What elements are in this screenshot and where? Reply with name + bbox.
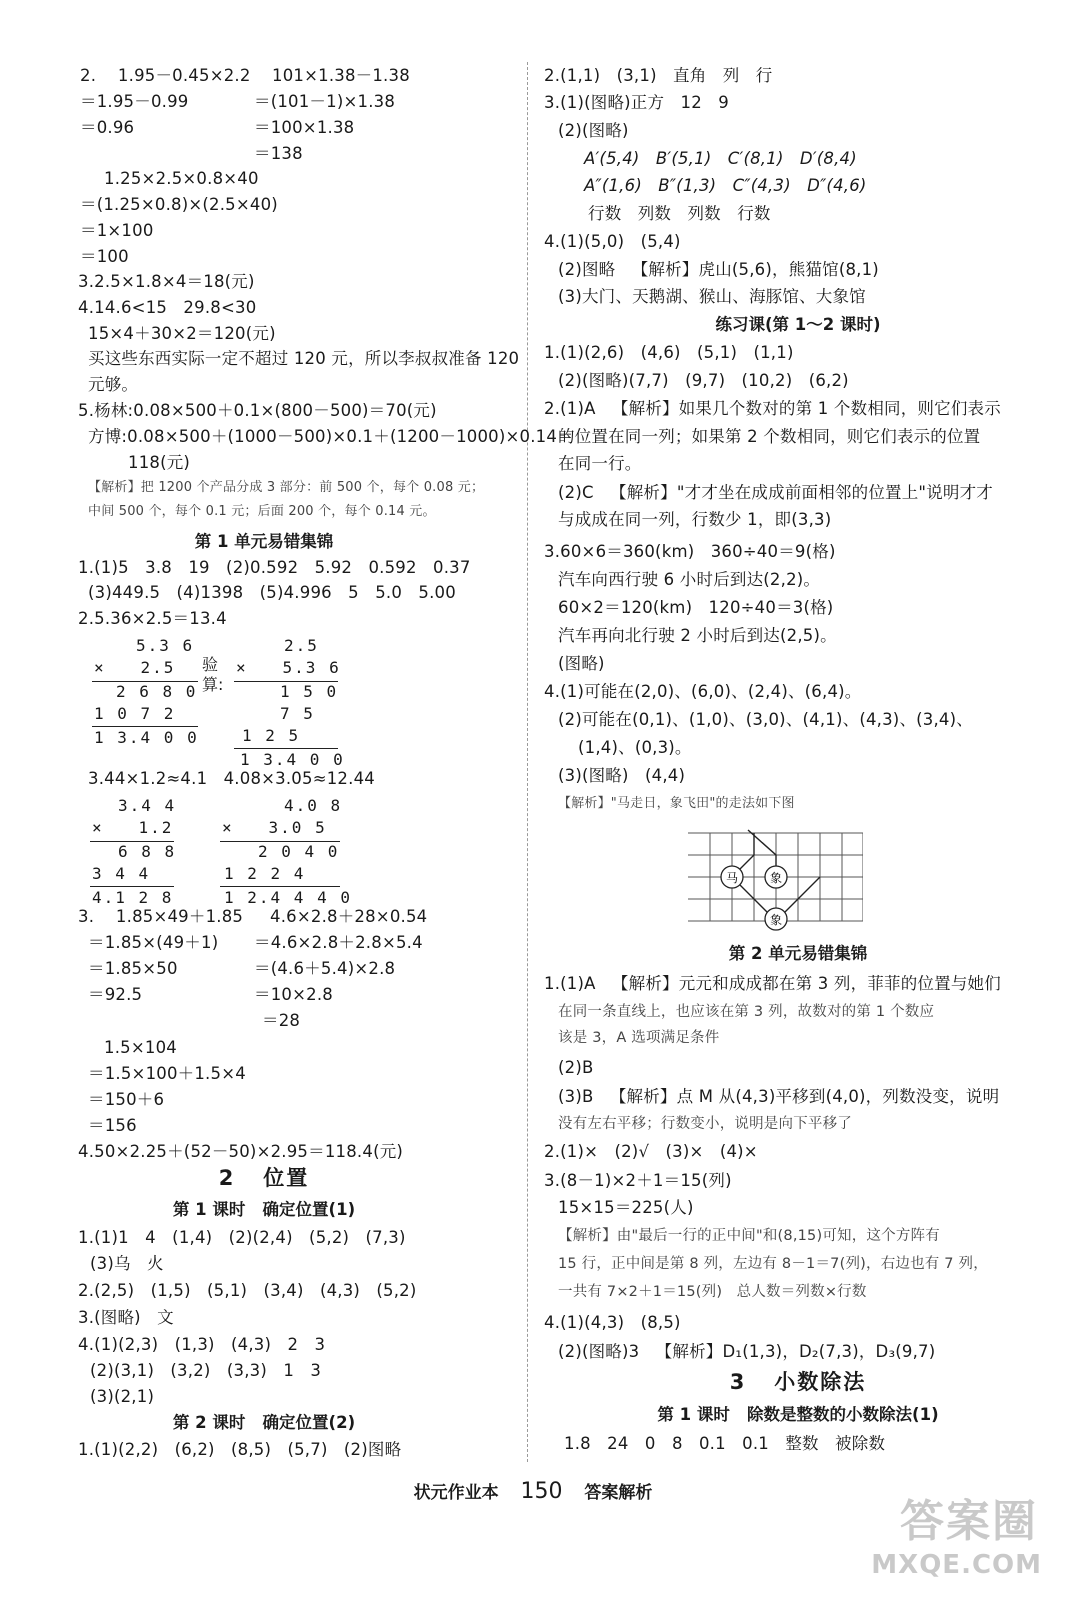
text-line: 3.2.5×1.8×4＝18(元) [78,272,255,291]
text-line: 1.8 24 0 8 0.1 0.1 整数 被除数 [564,1434,886,1453]
text-line: (2)B [558,1058,594,1077]
page-number: 150 [520,1479,563,1504]
text-line: ＝150＋6 [88,1090,165,1109]
text-line: 1.(1)(2,2) (6,2) (8,5) (5,7) (2)图略 [78,1440,402,1459]
text-line: 2.(2,5) (1,5) (5,1) (3,4) (4,3) (5,2) [78,1281,417,1300]
text-line: (1,4)、(0,3)。 [578,738,692,757]
calc-row: 4.1 2 8 [92,888,174,907]
text-line: 101×1.38－1.38 [272,66,410,85]
text-line: ＝(4.6＋5.4)×2.8 [254,959,396,978]
text-line: (3)(2,1) [90,1387,155,1406]
text-line: 方博:0.08×500＋(1000－500)×0.1＋(1200－1000)×0.14＝ [88,427,574,446]
text-line: 买这些东西实际一定不超过 120 元，所以李叔叔准备 120 [88,349,520,368]
analysis-note: 中间 500 个，每个 0.1 元；后面 200 个，每个 0.14 元。 [88,504,436,519]
text-line: 在同一行。 [558,454,642,473]
footer-book-title: 状元作业本 [413,1483,499,1503]
text-line: ＝(1.25×0.8)×(2.5×40) [80,195,278,214]
footer-section-title: 答案解析 [584,1483,653,1503]
calc-row: 2.5 [284,636,319,655]
calc-row: 3.4 4 [118,796,177,815]
calc-row: 7 5 [280,704,315,723]
text-line: (图略) [558,654,605,673]
text-line: 行数 列数 列数 行数 [588,204,771,223]
analysis-note: 【解析】由"最后一行的正中间"和(8,15)可知，这个方阵有 [558,1228,940,1244]
calc-row: 2 6 8 0 [116,682,198,701]
text-line: 3.(图略) 文 [78,1308,174,1327]
horse-piece-label: 马 [725,871,739,885]
analysis-note: 15 行，正中间是第 8 列，左边有 8－1＝7(列)，右边也有 7 列， [558,1256,988,1272]
text-line: 2.(1)A 【解析】如果几个数对的第 1 个数相同，则它们表示 [544,399,1001,418]
calc-row: 5.3 6 [136,636,195,655]
text-line: 2.5.36×2.5＝13.4 [78,609,227,628]
vertical-calculation [88,636,208,746]
text-line: 3.60×6＝360(km) 360÷40＝9(格) [544,542,836,561]
chapter-heading: 3 小数除法 [729,1370,867,1394]
text-line: 1.5×104 [104,1038,177,1057]
text-line: ＝10×2.8 [254,985,333,1004]
calc-row: 6 8 8 [118,842,177,861]
calc-row: × 1.2 [92,818,174,837]
vertical-calculation [88,796,198,906]
text-line: (3)(图略) (4,4) [558,766,686,785]
calc-row: 4.0 8 [284,796,343,815]
calc-row: 3 4 4 [92,864,151,883]
calc-row: × 3.0 5 [222,818,327,837]
text-line: 没有左右平移；行数变小，说明是向下平移了 [558,1116,852,1132]
calc-row: 1 2 5 [242,726,301,745]
text-line: A′(5,4) B′(5,1) C′(8,1) D′(8,4) [584,149,857,168]
text-line: ＝1.85×50 [88,959,178,978]
text-line: 4.14.6<15 29.8<30 [78,298,257,317]
text-line: (2)C 【解析】"才才坐在成成前面相邻的位置上"说明才才 [558,483,994,502]
chapter-heading: 2 位置 [218,1166,310,1190]
analysis-note: 一共有 7×2＋1＝15(列) 总人数＝列数×行数 [558,1284,867,1300]
text-line: (2)图略 【解析】虎山(5,6)，熊猫馆(8,1) [558,260,879,279]
chess-movement-figure [688,825,863,931]
text-line: ＝0.96 [80,118,135,137]
text-line: 4.(1)(4,3) (8,5) [544,1313,681,1332]
text-line: ＝92.5 [88,985,143,1004]
vertical-calculation [218,796,352,907]
text-line: 15×15＝225(人) [558,1198,694,1217]
check-label: 验算: [202,655,224,694]
text-line: 5.杨林:0.08×500＋0.1×(800－500)＝70(元) [78,401,437,420]
elephant-piece-label: 象 [769,913,783,927]
column-divider [527,62,528,1462]
lesson-heading: 第 2 课时 确定位置(2) [172,1413,356,1432]
section-heading: 第 2 单元易错集锦 [728,944,868,963]
analysis-note: 【解析】把 1200 个产品分成 3 部分：前 500 个，每个 0.08 元； [88,480,485,495]
text-line: 2.(1,1) (3,1) 直角 列 行 [544,66,773,85]
text-line: 4.(1)可能在(2,0)、(6,0)、(2,4)、(6,4)。 [544,682,862,701]
calc-row: 1 3.4 0 0 [240,750,345,769]
calc-row: 1 0 7 2 [94,704,176,723]
text-line: 元够。 [88,375,139,394]
text-line: ＝138 [254,144,303,163]
analysis-note: 【解析】"马走日，象飞田"的走法如下图 [558,796,795,811]
watermark-text: 答案圈 [900,1496,1038,1547]
text-line: 汽车向西行驶 6 小时后到达(2,2)。 [558,570,821,589]
calc-rule [90,886,174,887]
watermark-logo [858,1485,1048,1580]
text-line: (2)(图略) [558,121,629,140]
text-line: 4.(1)(5,0) (5,4) [544,232,681,251]
section-heading: 练习课(第 1～2 课时) [715,315,881,334]
text-line: 1.25×2.5×0.8×40 [104,169,259,188]
text-line: (3)大门、天鹅湖、猴山、海豚馆、大象馆 [558,287,866,306]
text-line: (2)(图略)3 【解析】D₁(1,3)，D₂(7,3)，D₃(9,7) [558,1342,936,1361]
watermark-url: MXQE.COM [871,1550,1042,1580]
text-line: 2.(1)× (2)√ (3)× (4)× [544,1142,758,1161]
calc-row: 2 0 4 0 [258,842,340,861]
text-line: ＝28 [262,1011,301,1030]
text-line: 1.(1)1 4 (1,4) (2)(2,4) (5,2) (7,3) [78,1228,406,1247]
vertical-calculation-check [232,636,352,769]
text-line: ＝100×1.38 [254,118,355,137]
text-line: 该是 3，A 选项满足条件 [558,1030,720,1046]
text-line: ＝1.5×100＋1.5×4 [88,1064,246,1083]
text-line: (2)(3,1) (3,2) (3,3) 1 3 [90,1361,322,1380]
text-line: 60×2＝120(km) 120÷40＝3(格) [558,598,834,617]
text-line: 3. 1.85×49＋1.85 [78,907,244,926]
text-line: 15×4＋30×2＝120(元) [88,324,276,343]
text-line: ＝1.95－0.99 [80,92,189,111]
calc-row: 1 2 2 4 [224,864,306,883]
text-line: 1.(1)5 3.8 19 (2)0.592 5.92 0.592 0.37 [78,558,471,577]
calc-row: 1 2.4 4 4 0 [224,888,352,907]
text-line: ＝100 [80,247,129,266]
text-line: 汽车再向北行驶 2 小时后到达(2,5)。 [558,626,837,645]
text-line: A″(1,6) B″(1,3) C″(4,3) D″(4,6) [584,176,867,195]
text-line: 的位置在同一列；如果第 2 个数相同，则它们表示的位置 [558,427,981,446]
text-line: 4.(1)(2,3) (1,3) (4,3) 2 3 [78,1335,326,1354]
text-line: ＝(101－1)×1.38 [254,92,396,111]
calc-row: 1 3.4 0 0 [94,728,199,747]
text-line: 3.44×1.2≈4.1 4.08×3.05≈12.44 [88,769,375,788]
text-line: 3.(8－1)×2＋1＝15(列) [544,1171,732,1190]
elephant-piece-label: 象 [769,871,783,885]
text-line: ＝156 [88,1116,137,1135]
text-line: ＝1.85×(49＋1) [88,933,219,952]
text-line: ＝1×100 [80,221,154,240]
calc-rule [92,726,198,727]
text-line: (3)乌 火 [90,1254,164,1273]
text-line: (2)可能在(0,1)、(1,0)、(3,0)、(4,1)、(4,3)、(3,4)、 [558,710,973,729]
text-line: 2. 1.95－0.45×2.2 [80,66,251,85]
text-line: 4.6×2.8＋28×0.54 [270,907,428,926]
section-heading: 第 1 单元易错集锦 [194,532,334,551]
text-line: 118(元) [128,453,191,472]
calc-rule [220,886,340,887]
lesson-heading: 第 1 课时 确定位置(1) [172,1200,356,1219]
text-line: (2)(图略)(7,7) (9,7) (10,2) (6,2) [558,371,849,390]
text-line: 4.50×2.25＋(52－50)×2.95＝118.4(元) [78,1142,404,1161]
text-line: ＝4.6×2.8＋2.8×5.4 [254,933,423,952]
calc-row: × 2.5 [94,658,176,677]
text-line: (3)B 【解析】点 M 从(4,3)平移到(4,0)，列数没变，说明 [558,1087,1000,1106]
text-line: 在同一条直线上，也应该在第 3 列，故数对的第 1 个数应 [558,1004,935,1020]
calc-row: × 5.3 6 [236,658,341,677]
text-line: 1.(1)A 【解析】元元和成成都在第 3 列，菲菲的位置与她们 [544,974,1001,993]
text-line: 1.(1)(2,6) (4,6) (5,1) (1,1) [544,343,794,362]
text-line: (3)449.5 (4)1398 (5)4.996 5 5.0 5.00 [88,583,456,602]
text-line: 3.(1)(图略)正方 12 9 [544,93,729,112]
calc-rule [234,748,338,749]
calc-row: 1 5 0 [280,682,339,701]
text-line: 与成成在同一列，行数少 1，即(3,3) [558,510,832,529]
lesson-heading: 第 1 课时 除数是整数的小数除法(1) [657,1405,939,1424]
